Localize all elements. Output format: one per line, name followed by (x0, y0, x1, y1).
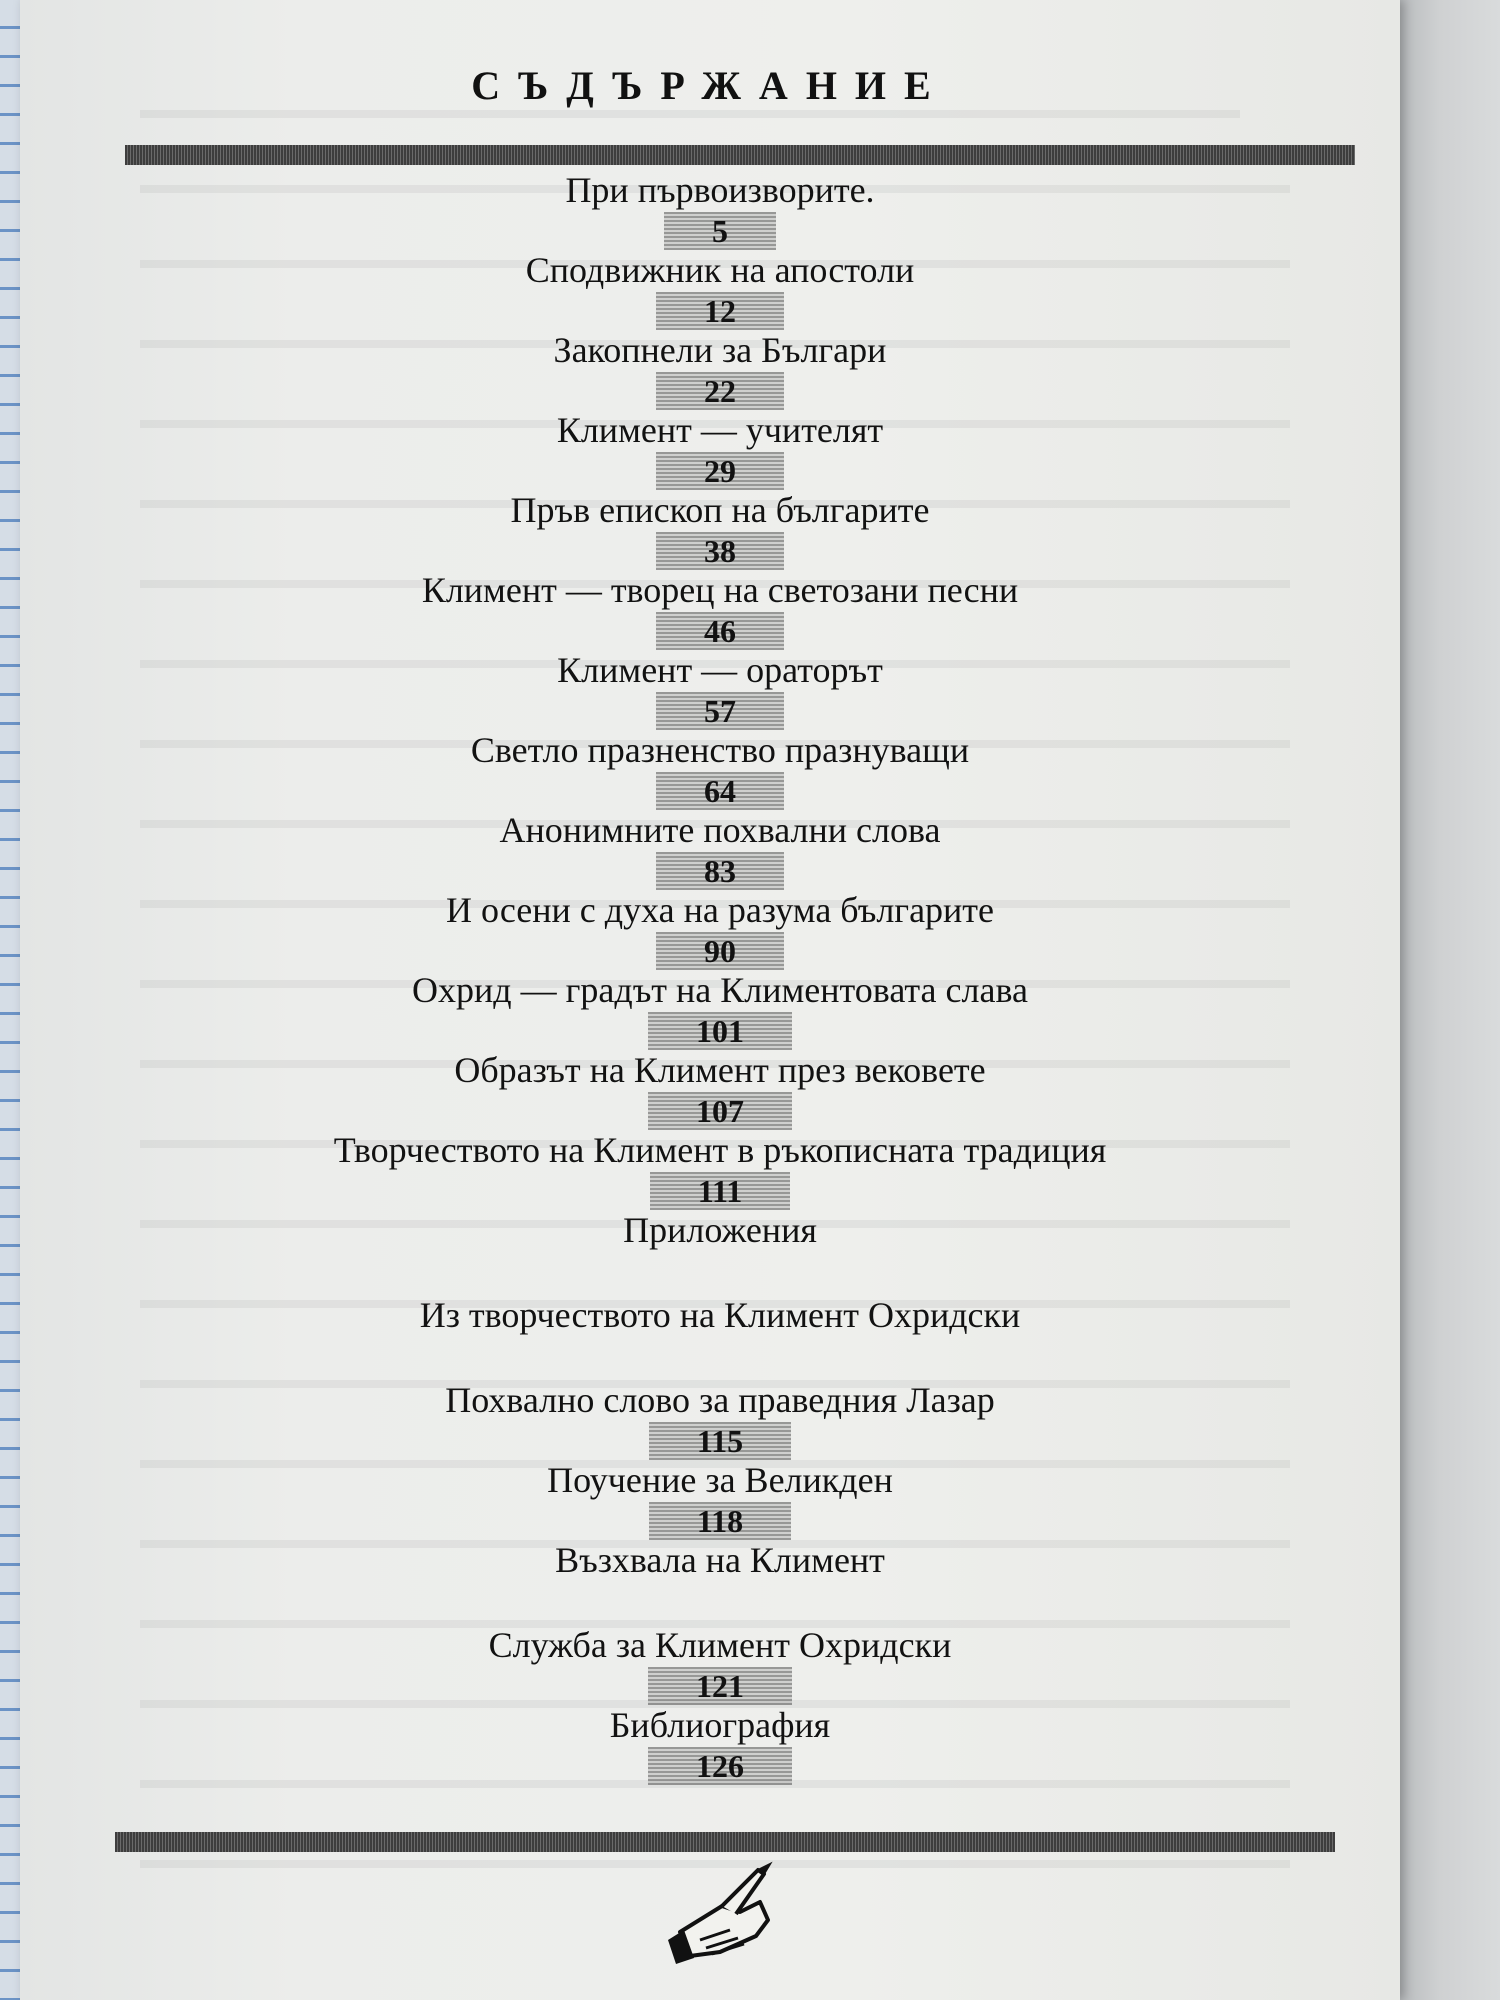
toc-entry (20, 810, 1400, 890)
background-surface (1400, 0, 1500, 2000)
toc-entry-page: 126 (648, 1747, 792, 1785)
toc-entry (20, 1625, 1400, 1705)
toc-entry-page: 121 (648, 1667, 792, 1705)
toc-entry (20, 1210, 1400, 1295)
toc-entry-title: Образът на Климент през вековете (454, 1050, 986, 1090)
book-page (20, 0, 1400, 2000)
toc-entry-title: Светло празненство празнуващи (470, 730, 970, 770)
page-title: СЪДЪРЖАНИЕ (471, 63, 949, 108)
toc-entry (20, 330, 1400, 410)
toc-entry-page: 64 (656, 772, 784, 810)
toc-entry (20, 1380, 1400, 1460)
toc-entry-page: 101 (648, 1012, 792, 1050)
top-rule (125, 145, 1355, 165)
toc-entry (20, 490, 1400, 570)
toc-entry-title: Служба за Климент Охридски (488, 1625, 952, 1665)
toc-entry (20, 1050, 1400, 1130)
toc-entry-title: Пръв епископ на българите (510, 490, 930, 530)
toc-entry-title: Възхвала на Климент (555, 1540, 885, 1580)
toc-entry-page: 22 (656, 372, 784, 410)
toc-entry-title: Охрид — градът на Климентовата слава (412, 970, 1028, 1010)
toc-entry-page: 111 (650, 1172, 790, 1210)
toc-entry-page: 83 (656, 852, 784, 890)
toc-entry-title: Поучение за Великден (547, 1460, 893, 1500)
toc-entry-title: Закопнели за Българи (553, 330, 887, 370)
toc-entry-page: 12 (656, 292, 784, 330)
toc-entry-page: 57 (656, 692, 784, 730)
toc-entry-title: Творчеството на Климент в ръкописната традиция (333, 1130, 1107, 1170)
toc-entry-title: Климент — ораторът (557, 650, 883, 690)
toc-entry-title: Приложения (623, 1210, 817, 1250)
toc-entry-title: Похвално слово за праведния Лазар (445, 1380, 995, 1420)
toc-entry-title: Анонимните похвални слова (499, 810, 941, 850)
toc-list (20, 170, 1400, 1785)
toc-entry (20, 1130, 1400, 1210)
toc-entry (20, 1460, 1400, 1540)
toc-entry-title: При първоизворите. (565, 170, 875, 210)
toc-entry-page: 5 (664, 212, 776, 250)
toc-entry-page: 46 (656, 612, 784, 650)
toc-entry-title: Сподвижник на апостоли (525, 250, 915, 290)
toc-entry-page: 29 (656, 452, 784, 490)
toc-entry-title: Климент — творец на светозани песни (421, 570, 1019, 610)
toc-entry (20, 410, 1400, 490)
toc-entry-title: Библиография (609, 1705, 831, 1745)
toc-entry-page: 118 (649, 1502, 791, 1540)
toc-entry-title: Климент — учителят (556, 410, 884, 450)
toc-entry-page: 38 (656, 532, 784, 570)
toc-entry (20, 970, 1400, 1050)
notebook-strip (0, 0, 22, 2000)
toc-entry-page: 107 (648, 1092, 792, 1130)
toc-entry (20, 1705, 1400, 1785)
toc-entry (20, 1295, 1400, 1380)
toc-entry-page: 90 (656, 932, 784, 970)
toc-entry-page (672, 1252, 768, 1290)
toc-entry-page (672, 1582, 768, 1620)
toc-entry-page (672, 1337, 768, 1375)
writing-hand-icon (660, 1860, 780, 1970)
toc-entry-title: Из творчеството на Климент Охридски (419, 1295, 1021, 1335)
toc-entry-page: 115 (649, 1422, 791, 1460)
bottom-rule (115, 1832, 1335, 1852)
toc-entry (20, 170, 1400, 250)
toc-entry (20, 650, 1400, 730)
toc-entry (20, 570, 1400, 650)
toc-entry-title: И осени с духа на разума българите (445, 890, 995, 930)
toc-entry (20, 890, 1400, 970)
toc-entry (20, 250, 1400, 330)
toc-entry (20, 1540, 1400, 1625)
toc-entry (20, 730, 1400, 810)
